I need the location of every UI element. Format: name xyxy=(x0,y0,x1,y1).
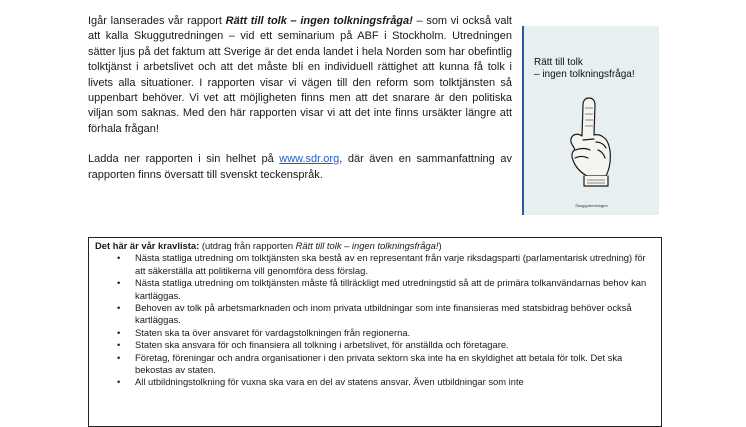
intro-paragraph-1: Igår lanserades vår rapport Rätt till tolk – ingen tolkningsfråga! – som vi också valt att kalla Skuggutredningen – vid ett seminarium på ABF i Stockholm. Utredningen sätter ljus på det faktum att Sverige är det enda landet i hela Norden som har obefintlig tolktjänst i arbetslivet och att det måste bli en individuell rättighet att kunna få tolk i livets alla situationer. I rapporten visar vi vägen till den reform som tolktjänsten så uppenbart behöver. Vi vet att möjligheten finns men att det snarare är den politiska viljan som saknas. Med den här rapporten visar vi att det inte finns ursäkter längre att förhala frågan! xyxy=(88,15,512,135)
list-item: • Nästa statliga utredning om tolktjänsten måste få tillräckligt med utredningstid så att de primära tolkanvändarnas behov kan kartläggas. xyxy=(95,277,655,302)
list-item: • Behoven av tolk på arbetsmarknaden och inom privata utbildningar som inte finansieras med statsbidrag behöver också kartläggas. xyxy=(95,302,655,327)
pointing-hand-icon xyxy=(560,96,618,188)
cover-title: Rätt till tolk – ingen tolkningsfråga! xyxy=(534,57,635,80)
list-item: • Staten ska ta över ansvaret för vardagstolkningen från regionerna. xyxy=(95,327,655,339)
report-cover xyxy=(522,26,659,215)
list-item: • All utbildningstolkning för vuxna ska vara en del av statens ansvar. Även utbildningar som inte xyxy=(95,376,655,388)
demands-list xyxy=(95,252,655,388)
intro-paragraph-2: Ladda ner rapporten i sin helhet på www.sdr.org, där även en sammanfattning av rapporten finns översatt till svenskt teckenspråk. xyxy=(88,153,512,181)
demands-header: Det här är vår kravlista: (utdrag från rapporten Rätt till tolk – ingen tolkningsfråga!) xyxy=(95,240,442,251)
list-item: • Staten ska ansvara för och finansiera all tolkning i arbetslivet, för anställda och företagare. xyxy=(95,339,655,351)
list-item: • Företag, föreningar och andra organisationer i den privata sektorn ska inte ha en skyldighet att betala för tolk. Det ska bekostas av staten. xyxy=(95,352,655,377)
cover-publisher: Skuggutredningen xyxy=(575,203,608,208)
demands-box xyxy=(88,237,662,427)
report-title: Rätt till tolk – ingen tolkningsfråga! xyxy=(225,15,413,27)
list-item: • Nästa statliga utredning om tolktjänsten ska bestå av en representant från varje riksdagsparti (parlamentarisk utredning) för att säkerställa att politikerna vill genomföra dess förslag. xyxy=(95,252,655,277)
intro-text xyxy=(88,14,512,183)
sdr-link[interactable]: www.sdr.org xyxy=(279,153,340,166)
